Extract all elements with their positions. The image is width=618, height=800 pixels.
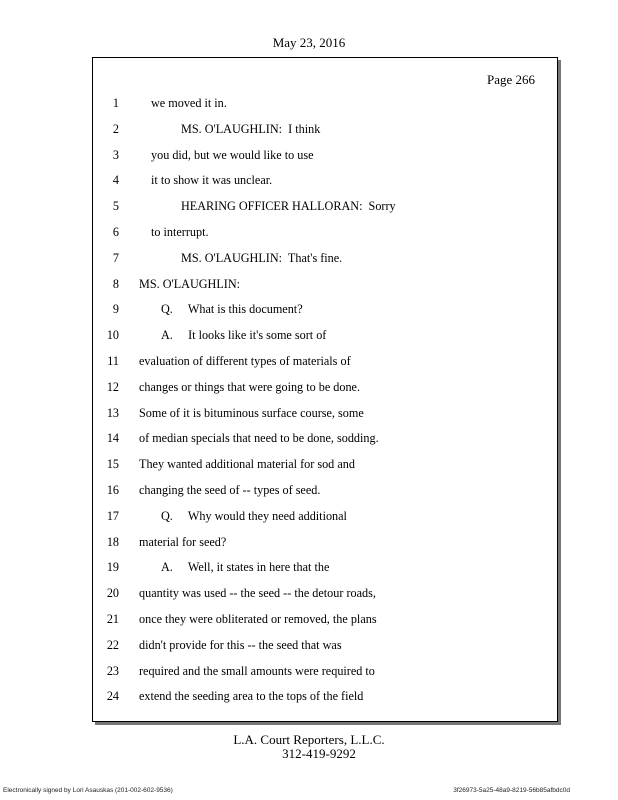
transcript-line: [93, 354, 557, 372]
line-text: to interrupt.: [151, 225, 209, 239]
transcript-line: [93, 302, 557, 320]
line-text: material for seed?: [139, 534, 227, 549]
line-number: 13: [106, 405, 119, 420]
footer-company: L.A. Court Reporters, L.L.C.: [233, 732, 385, 747]
line-text: you did, but we would like to use: [151, 147, 314, 162]
line-text: A. It looks like it's some sort of: [161, 328, 327, 343]
transcript-line: [93, 251, 557, 269]
line-text: evaluation of different types of materials of: [139, 354, 351, 368]
transcript-line: [93, 457, 557, 475]
transcript-line: [93, 483, 557, 501]
transcript-line: [93, 406, 557, 424]
transcript-page: [92, 57, 558, 722]
line-text: MS. O'LAUGHLIN:: [139, 276, 241, 291]
line-text: MS. O'LAUGHLIN: That's fine.: [181, 250, 343, 265]
transcript-line: [93, 509, 557, 527]
transcript-line: [93, 586, 557, 604]
line-number: 6: [112, 225, 119, 239]
transcript-line: [93, 664, 557, 682]
transcript-line: [93, 122, 557, 140]
footer-phone: 312-419-9292: [282, 746, 356, 761]
transcript-line: [93, 431, 557, 449]
line-text: extend the seeding area to the tops of the field: [139, 689, 364, 704]
transcript-line: [93, 96, 557, 114]
line-number: 1: [112, 96, 119, 110]
signature-left: Electronically signed by Lori Asauskas (201-002-602-9536): [3, 787, 173, 794]
transcript-line: [93, 277, 557, 295]
line-number: 24: [106, 689, 119, 704]
transcript-line: [93, 689, 557, 707]
transcript-line: [93, 535, 557, 553]
line-number: 5: [112, 199, 119, 214]
transcript-line: [93, 328, 557, 346]
line-text: we moved it in.: [151, 96, 227, 110]
line-text: They wanted additional material for sod and: [139, 457, 355, 472]
transcript-line: [93, 199, 557, 217]
line-number: 10: [106, 328, 119, 343]
line-number: 19: [106, 560, 119, 575]
line-number: 8: [112, 276, 119, 291]
transcript-line: [93, 148, 557, 166]
line-number: 9: [112, 302, 119, 317]
line-number: 2: [112, 121, 119, 136]
transcript-line: [93, 612, 557, 630]
line-text: A. Well, it states in here that the: [161, 560, 330, 575]
footer: [0, 733, 618, 761]
transcript-line: [93, 560, 557, 578]
line-number: 11: [107, 354, 119, 368]
line-text: Q. Why would they need additional: [161, 508, 347, 523]
page-number: Page 266: [486, 72, 535, 87]
line-text: didn't provide for this -- the seed that was: [139, 637, 342, 652]
line-number: 23: [106, 663, 119, 678]
line-text: changes or things that were going to be done.: [139, 379, 361, 394]
line-number: 12: [106, 379, 119, 394]
transcript-line: [93, 638, 557, 656]
signature-id: 3f26973-5a25-48a9-8219-56b85afbdc0d: [453, 787, 570, 794]
transcript-line: [93, 225, 557, 243]
line-number: 15: [106, 457, 119, 472]
line-number: 3: [112, 147, 119, 162]
line-text: quantity was used -- the seed -- the detour roads,: [139, 586, 376, 601]
line-number: 18: [106, 534, 119, 549]
line-number: 4: [112, 173, 119, 188]
line-text: once they were obliterated or removed, the plans: [139, 612, 377, 626]
line-number: 22: [106, 637, 119, 652]
line-text: Some of it is bituminous surface course, some: [139, 405, 364, 420]
line-number: 21: [106, 612, 119, 626]
line-text: Q. What is this document?: [161, 302, 303, 317]
transcript-date: May 23, 2016: [272, 35, 346, 50]
line-number: 7: [112, 250, 119, 265]
line-text: of median specials that need to be done, sodding.: [139, 431, 379, 446]
line-number: 17: [106, 508, 119, 523]
line-text: HEARING OFFICER HALLORAN: Sorry: [181, 199, 396, 214]
line-number: 14: [106, 431, 119, 446]
transcript-line: [93, 173, 557, 191]
line-number: 20: [106, 586, 119, 601]
line-text: changing the seed of -- types of seed.: [139, 483, 321, 497]
line-text: it to show it was unclear.: [151, 173, 273, 188]
transcript-line: [93, 380, 557, 398]
line-text: MS. O'LAUGHLIN: I think: [181, 121, 321, 136]
line-text: required and the small amounts were required to: [139, 663, 375, 678]
line-number: 16: [106, 483, 119, 497]
